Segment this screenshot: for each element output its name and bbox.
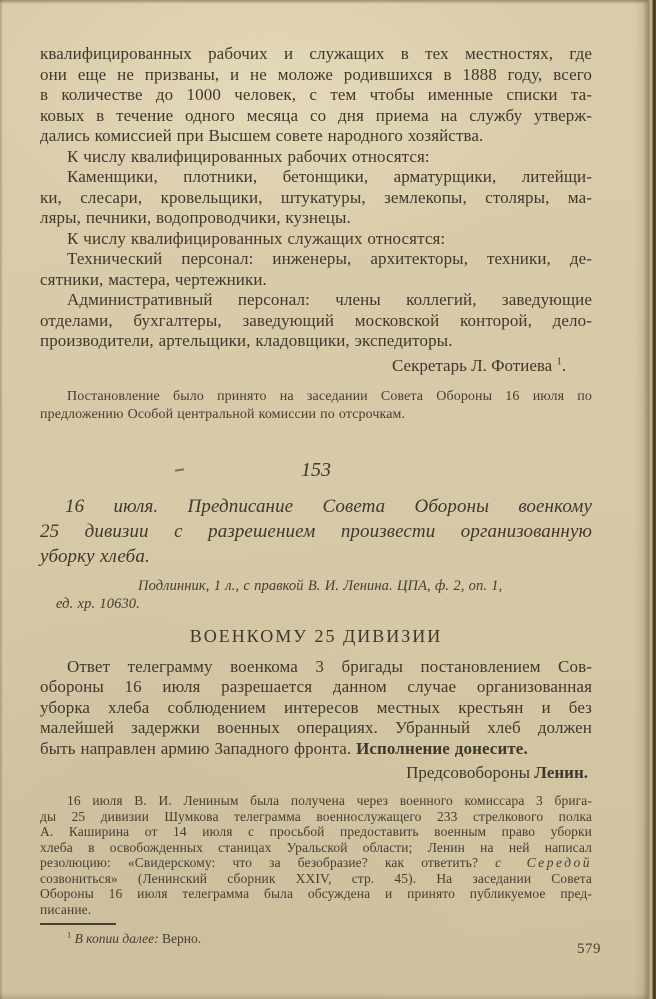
text-line: ды 25 дивизии Шумкова телеграмма военнослужащего 233 стрелкового полка (40, 808, 592, 824)
note-text-segment: резолюцию: «Свидерскому: что за безобразие? как ответить? (40, 855, 496, 870)
text-line: квалифицированных рабочих и служащих в тех местностях, где (40, 44, 592, 63)
text-line: ед. хр. 10630. (56, 595, 140, 612)
text-line: обороны 16 июля разрешается данном случае организованная (40, 677, 592, 696)
doc153-editorial-note (40, 793, 592, 917)
page-bottom-edge (0, 993, 656, 999)
doc153-heading (40, 494, 592, 569)
text-line: малейшей задержки военных операциях. Убранный хлеб должен (40, 718, 592, 737)
document-number: 153 (301, 458, 331, 481)
doc153-source-note (56, 577, 592, 613)
text-line: Каменщики, плотники, бетонщики, арматурщики, литейщи- (67, 167, 592, 186)
footnote-italic-text: В копии далее: (71, 931, 159, 946)
text-line: 16 июля. Предписание Совета Обороны военкому (65, 495, 592, 517)
text-line: писание. (40, 901, 92, 917)
text-line: отделами, бухгалтеры, заведующий московской конторой, дело- (40, 310, 592, 330)
text-line: уборка хлеба соблюдением интересов местных крестьян и без (40, 697, 592, 717)
text-line: производители, артельщики, кладовщики, экспедиторы. (40, 331, 453, 350)
signature-role: Предсовобороны (406, 763, 535, 782)
text-line: 16 июля В. И. Лениным была получена через военного комиссара 3 брига- (67, 793, 592, 808)
text-line: ляры, печники, водопроводчики, кузнецы. (40, 208, 351, 227)
footnote-separator (40, 923, 116, 925)
text-line: дались комиссией при Высшем совете народного хозяйства. (40, 126, 484, 145)
book-binding-edge (634, 0, 656, 999)
page-content (40, 44, 592, 947)
text-line (40, 855, 592, 871)
doc152-body (40, 44, 592, 352)
doc153-title: ВОЕНКОМУ 25 ДИВИЗИИ (189, 625, 443, 646)
text-line: предложению Особой центральной комиссии по отсрочкам. (40, 406, 406, 422)
body-text-segment: быть направлен армию Западного фронта. (40, 738, 357, 758)
text-line: К числу квалифицированных рабочих относятся: (67, 146, 430, 166)
text-line: хлеба в освобожденных станицах Уральской области; Ленин на ней написал (40, 839, 592, 855)
page-top-edge (0, 0, 656, 4)
text-line: уборку хлеба. (40, 545, 150, 567)
text-line: Постановление было принято на заседании Совета Обороны 16 июля по (67, 388, 592, 404)
text-line: Ответ телеграмму военкома 3 бригады постановлением Сов- (67, 656, 592, 676)
text-line: в количестве до 1000 человек, с тем чтобы именные списки та- (40, 85, 592, 104)
signature-text: Секретарь Л. Фотиева (391, 355, 557, 375)
footnote-ref: 1 (67, 930, 72, 940)
text-line: Технический персонал: инженеры, архитекторы, техники, де- (67, 249, 592, 268)
page-left-edge (0, 0, 3, 999)
text-line: Административный персонал: члены коллегий, заведующие (67, 290, 592, 309)
text-line: 25 дивизии с разрешением произвести организованную (40, 520, 592, 542)
signature-name: Ленин. (534, 763, 588, 782)
doc152-signature (40, 356, 592, 376)
page-footnote (40, 931, 592, 947)
text-line: ки, слесари, кровельщики, штукатуры, землекопы, столяры, ма- (40, 187, 592, 207)
text-line (40, 739, 592, 760)
text-line: А. Каширина от 14 июля с просьбой предоставить военным право уборки (40, 824, 592, 839)
text-line: сятники, мастера, чертежники. (40, 269, 267, 289)
doc153-signature (40, 763, 592, 783)
text-line: Подлинник, 1 л., с правкой В. И. Ленина. ЦПА, ф. 2, оп. 1, (138, 577, 503, 594)
text-line: Обороны 16 июля телеграмма была обсуждена и принято публикуемое пред- (40, 886, 592, 901)
text-line: ковых в течение одного месяца со дня приема на службу утверж- (40, 105, 592, 125)
bold-directive: Исполнение донесите. (356, 738, 528, 758)
doc152-editorial-note (40, 388, 592, 424)
footnote-text: Верно. (158, 931, 202, 946)
page-number: 579 (577, 941, 601, 957)
text-line: они еще не призваны, и не моложе родившихся в 1888 году, всего (40, 64, 592, 84)
doc153-body (40, 657, 592, 760)
text-line: К числу квалифицированных служащих относятся: (67, 228, 446, 248)
signature-period: . (561, 355, 566, 375)
lenin-emphasis: с Середой (495, 855, 592, 870)
footnote-ref: 1 (556, 355, 562, 367)
text-line: созвониться» (Ленинский сборник XXIV, стр. 45). На заседании Совета (40, 870, 592, 886)
